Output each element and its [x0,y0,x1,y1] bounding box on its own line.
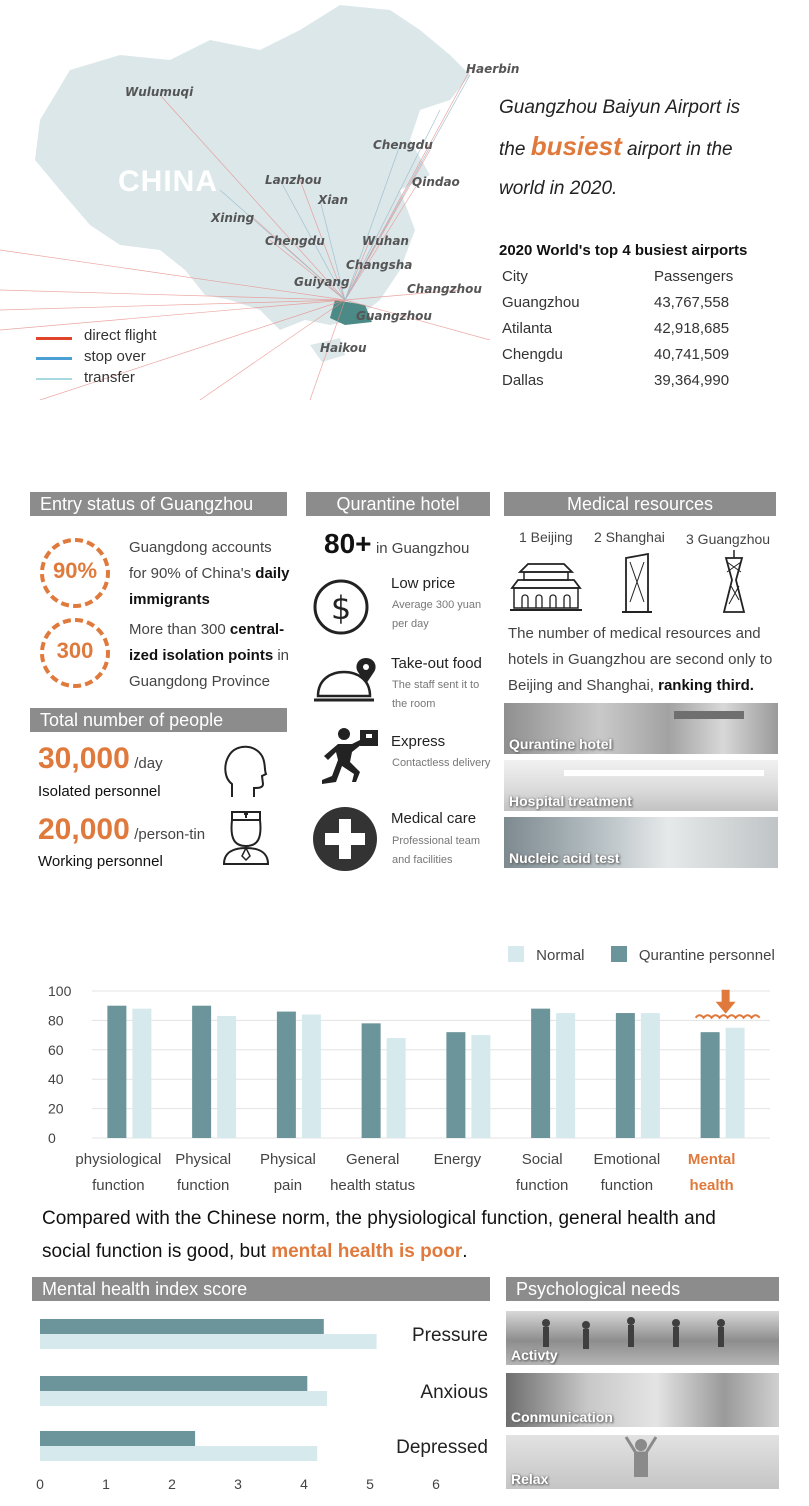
immigrant-text-l3: immigrants [129,591,210,608]
service-sub-l1: The staff sent it to [392,679,480,691]
tiananmen-icon [510,556,582,612]
medical-description [508,621,798,699]
x-category-line: Mental [687,1151,736,1168]
bar-normal [132,1009,151,1138]
isolation-text-l2 [129,643,299,669]
isolation-text-l3: Guangdong Province [129,673,270,690]
row-passengers: 40,741,509 [654,346,730,363]
isolated-number: 30,000 [38,742,130,775]
canton-tower-icon [718,550,750,614]
medical-header: Medical resources [504,492,776,516]
isolation-text [129,617,299,695]
row-city: Dallas [502,372,544,389]
medical-cross-icon [312,806,378,872]
mental-index-chart [0,1305,500,1506]
isolation-text-l1b: central- [229,621,285,638]
service-sub-l1: Contactless delivery [392,757,491,769]
city-label: Lanzhou [265,173,322,187]
service-sub [392,754,490,773]
hbar-qurantine-personnel [40,1376,307,1391]
immigrant-text-l1: Guangdong accounts [129,539,272,556]
x-category-line: Emotional [593,1151,661,1168]
photo-relax [506,1435,779,1489]
y-tick-label: 40 [48,1071,64,1088]
conclusion-text [42,1202,802,1268]
working-number: 20,000 [38,813,130,846]
highlight-wave [696,1015,760,1018]
legend-direct-line [36,337,72,340]
row-city: Atilanta [502,320,553,337]
x-category-line: Social [521,1151,563,1168]
conclusion-l1: Compared with the Chinese norm, the physiological function, general health and [42,1208,716,1229]
shanghai-tower-icon [622,552,652,614]
legend-quarantine-swatch [611,946,627,962]
rank-label: 1 Beijing [519,529,573,545]
hbar-normal [40,1334,377,1349]
city-label: Wulumuqi [125,85,194,99]
hotel-header: Qurantine hotel [306,492,490,516]
legend-direct-label: direct flight [84,327,157,344]
headline [499,88,799,208]
city-label: Haerbin [466,62,520,76]
y-tick-label: 80 [48,1012,64,1029]
psych-needs-header: Psychological needs [506,1277,779,1301]
x-tick-label: 3 [234,1476,242,1492]
x-category-line: physiological [75,1151,162,1168]
working-unit: /person-tin [134,826,206,843]
header-passengers: Passengers [654,268,734,285]
working-value [38,813,218,847]
photo-caption: Nucleic acid test [509,850,620,866]
bar-qurantine-personnel [531,1009,550,1138]
rank-label: 3 Guangzhou [686,531,771,547]
row-city: Guangzhou [502,294,580,311]
city-label: Xining [211,211,255,225]
x-category-line: pain [273,1177,303,1194]
nurse-icon [220,808,272,866]
photo-caption: Conmunication [511,1409,613,1425]
conclusion-l2 [42,1235,802,1268]
isolated-unit: /day [134,755,163,772]
x-category-line: Energy [433,1151,482,1168]
photo-caption: Hospital treatment [509,793,632,809]
service-sub-l2: the room [392,698,436,710]
x-tick-label: 0 [36,1476,44,1492]
photo-communication [506,1373,779,1427]
dollar-icon [312,578,370,636]
row-passengers: 39,364,990 [654,372,730,389]
city-label: Xian [318,193,349,207]
hbar-qurantine-personnel [40,1431,195,1446]
x-tick-label: 1 [102,1476,110,1492]
x-category-line: function [176,1177,230,1194]
map-graphic [0,0,490,400]
x-category-line: function [92,1177,145,1194]
hbar-normal [40,1391,327,1406]
city-label: Chengdu [373,138,433,152]
y-tick-label: 20 [48,1100,64,1117]
service-sub-l1: Average 300 yuan [392,599,482,611]
x-tick-label: 5 [366,1476,374,1492]
photo-activity [506,1311,779,1365]
legend-transfer-line [36,378,72,380]
hbar-normal [40,1446,317,1461]
percent-value: 90% [52,558,98,583]
bar-normal [217,1016,236,1138]
isolation-text-l2b: in [277,647,290,664]
medical-desc-l3a: Beijing and Shanghai, [508,677,654,694]
china-shape [35,5,470,330]
x-tick-label: 6 [432,1476,440,1492]
city-label: Chengdu [265,234,325,248]
city-label: Guangzhou [356,309,432,323]
hbar-category-label: Depressed [396,1437,488,1458]
medical-desc-l2: hotels in Guangzhou are second only to [508,651,773,668]
conclusion-l2c: . [462,1241,468,1262]
hotel-count-number: 80+ [324,528,372,559]
service-title: Medical care [391,810,477,827]
bar-qurantine-personnel [107,1006,126,1138]
bar-normal [556,1013,575,1138]
hbar-category-label: Anxious [420,1382,488,1403]
medical-desc-l3b: ranking third. [658,677,754,694]
city-label: Changzhou [407,282,482,296]
person-head-icon [220,742,270,800]
rank-label: 2 Shanghai [594,529,665,545]
row-city: Chengdu [502,346,563,363]
header-city: City [502,268,528,285]
service-sub [392,676,479,714]
hbar-category-label: Pressure [411,1325,488,1346]
legend-quarantine-label: Qurantine personnel [638,947,775,964]
photo-detail [564,770,764,776]
medical-desc-l1: The number of medical resources and [508,625,761,642]
health-bar-chart [0,975,809,1155]
legend-transfer-label: transfer [84,369,135,386]
isolation-text-l1 [129,617,299,643]
y-tick-label: 60 [48,1041,64,1058]
bar-normal [641,1013,660,1138]
photo-nucleic-acid-test [504,817,778,868]
isolated-value [38,742,163,776]
bar-qurantine-personnel [362,1023,381,1138]
x-category-line: Physical [175,1151,232,1168]
chart-category-labels [0,1147,809,1199]
entry-status-header: Entry status of Guangzhou [30,492,287,516]
conclusion-l2a: social function is good, but [42,1241,266,1262]
x-category-label [652,1147,772,1199]
service-title: Express [391,733,446,750]
bar-normal [726,1028,745,1138]
isolation-text-l2a: ized isolation points [129,647,274,664]
immigrant-text-l2 [129,561,294,587]
hotel-count [324,528,469,560]
legend-normal-swatch [508,946,524,962]
highlight-arrow-icon [716,990,736,1014]
city-label: Changsha [346,258,413,272]
bar-qurantine-personnel [192,1006,211,1138]
country-label: CHINA [118,165,218,198]
hotel-count-suffix: in Guangzhou [375,540,470,557]
city-label: Haikou [320,341,367,355]
table-row [502,372,742,389]
headline-highlight: busiest [530,131,622,161]
service-sub [392,832,480,870]
photo-caption: Relax [511,1471,549,1487]
service-sub-l2: per day [392,618,429,630]
bar-normal [302,1015,321,1138]
photo-caption: Activty [511,1347,558,1363]
food-tray-icon [312,652,384,708]
bar-normal [387,1038,406,1138]
bar-normal [471,1035,490,1138]
legend-stopover-line [36,357,72,360]
legend-stopover-label: stop over [84,348,146,365]
headline-post: airport in the [627,139,733,160]
photo-caption: Qurantine hotel [509,736,613,752]
mental-index-header: Mental health index score [32,1277,490,1301]
city-label: Qindao [412,175,460,189]
immigrant-text-l2a: for 90% of China's [129,565,252,582]
courier-icon [316,726,382,788]
airport-table-title: 2020 World's top 4 busiest airports [499,242,748,259]
immigrant-text [129,535,294,613]
y-tick-label: 0 [48,1130,56,1146]
airport-table-header [502,268,742,285]
service-sub [392,596,481,634]
x-tick-label: 4 [300,1476,308,1492]
row-passengers: 42,918,685 [654,320,730,337]
y-tick-label: 100 [48,983,72,999]
immigrant-text-l2b: daily [255,565,290,582]
x-category-line: General [345,1151,400,1168]
conclusion-l2b: mental health is poor [271,1241,463,1262]
photo-detail [674,711,744,719]
china-flight-map [0,0,490,400]
working-label: Working personnel [38,853,163,870]
x-tick-label: 2 [168,1476,176,1492]
x-category-line: health [689,1177,734,1194]
table-row [502,294,742,311]
headline-line2 [499,127,799,169]
service-sub-l1: Professional team [392,835,481,847]
bar-qurantine-personnel [446,1032,465,1138]
people-header: Total number of people [30,708,287,732]
hbar-qurantine-personnel [40,1319,324,1334]
table-row [502,346,742,363]
table-row [502,320,742,337]
headline-line3: world in 2020. [499,178,618,199]
row-passengers: 43,767,558 [654,294,730,311]
x-category-line: health status [330,1177,416,1194]
isolation-text-l1a: More than 300 [129,621,226,638]
x-category-line: Physical [259,1151,316,1168]
bar-qurantine-personnel [701,1032,720,1138]
photo-hospital-treatment [504,760,778,811]
x-category-line: function [515,1177,569,1194]
bar-qurantine-personnel [616,1013,635,1138]
isolation-value: 300 [56,638,94,663]
service-sub-l2: and facilities [392,854,453,866]
svg-text:$: $ [330,589,352,627]
headline-pre: the [499,139,526,160]
city-label: Guiyang [294,275,350,289]
service-title: Take-out food [391,655,482,672]
yoga-silhouette [616,1435,666,1489]
bar-qurantine-personnel [277,1012,296,1138]
chart-legend [508,946,775,964]
medical-desc-l3 [508,673,798,699]
isolated-label: Isolated personnel [38,783,161,800]
headline-line1: Guangzhou Baiyun Airport is [499,97,741,118]
photo-quarantine-hotel [504,703,778,754]
legend-normal-label: Normal [536,947,585,964]
city-label: Wuhan [362,234,409,248]
service-title: Low price [391,575,456,592]
x-category-line: function [600,1177,654,1194]
